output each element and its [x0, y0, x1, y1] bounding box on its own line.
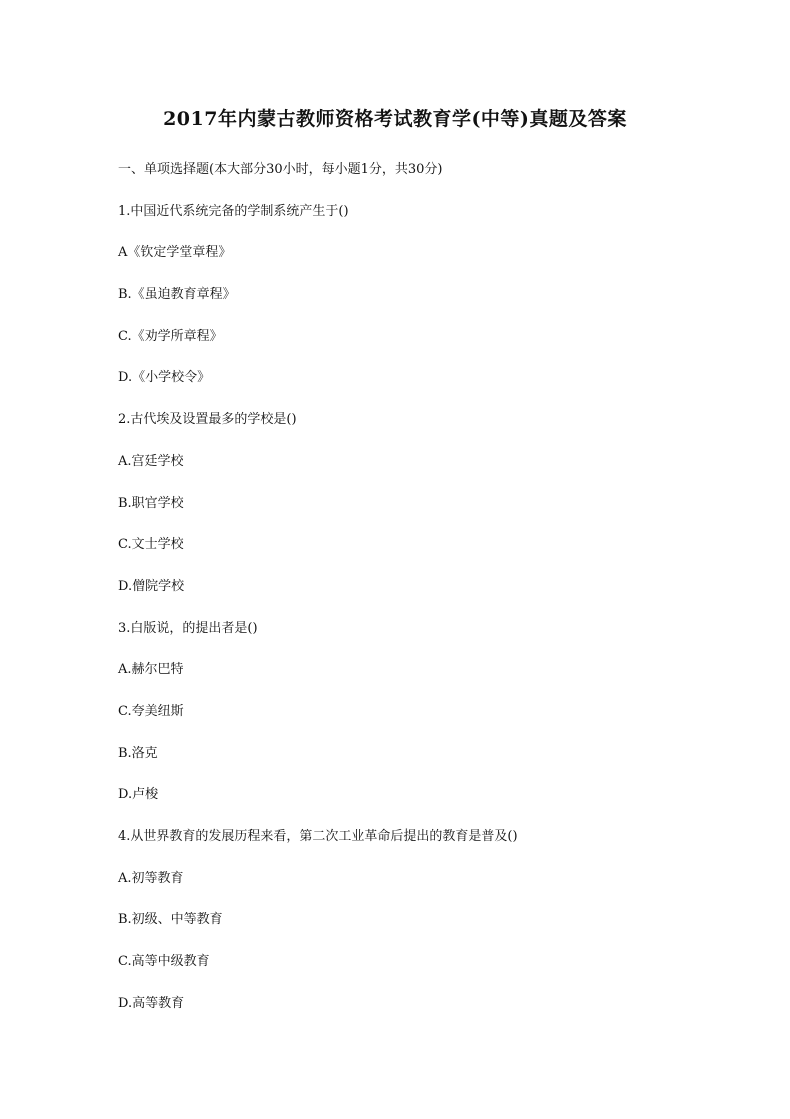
- section-heading: 一、单项选择题(本大部分30小时，每小题1分，共30分): [118, 162, 443, 177]
- question-line: C.《劝学所章程》: [118, 328, 223, 344]
- question-list: [118, 158, 718, 1033]
- question-line: C.高等中级教育: [118, 954, 210, 970]
- question-line: D.僧院学校: [118, 578, 185, 594]
- question-line: A.宫廷学校: [118, 453, 184, 469]
- question-line: A《钦定学堂章程》: [118, 245, 232, 261]
- question-line: C.夸美纽斯: [118, 703, 184, 719]
- question-line: D.《小学校令》: [118, 370, 211, 386]
- question-line: 1.中国近代系统完备的学制系统产生于(): [118, 203, 349, 219]
- question-line: B.洛克: [118, 745, 158, 761]
- document-title: 2017年内蒙古教师资格考试教育学(中等)真题及答案: [163, 108, 627, 130]
- question-line: 2.古代埃及设置最多的学校是(): [118, 412, 297, 428]
- question-line: 3.白版说，的提出者是(): [118, 620, 258, 636]
- question-line: B.职官学校: [118, 495, 184, 511]
- question-line: B.初级、中等教育: [118, 912, 223, 928]
- question-line: C.文士学校: [118, 537, 184, 553]
- question-line: A.初等教育: [118, 870, 184, 886]
- question-line: D.高等教育: [118, 995, 185, 1011]
- question-line: B.《虽迫教育章程》: [118, 287, 236, 303]
- question-line: 4.从世界教育的发展历程来看，第二次工业革命后提出的教育是普及(): [118, 829, 518, 844]
- question-line: D.卢梭: [118, 787, 159, 803]
- question-line: A.赫尔巴特: [118, 662, 184, 678]
